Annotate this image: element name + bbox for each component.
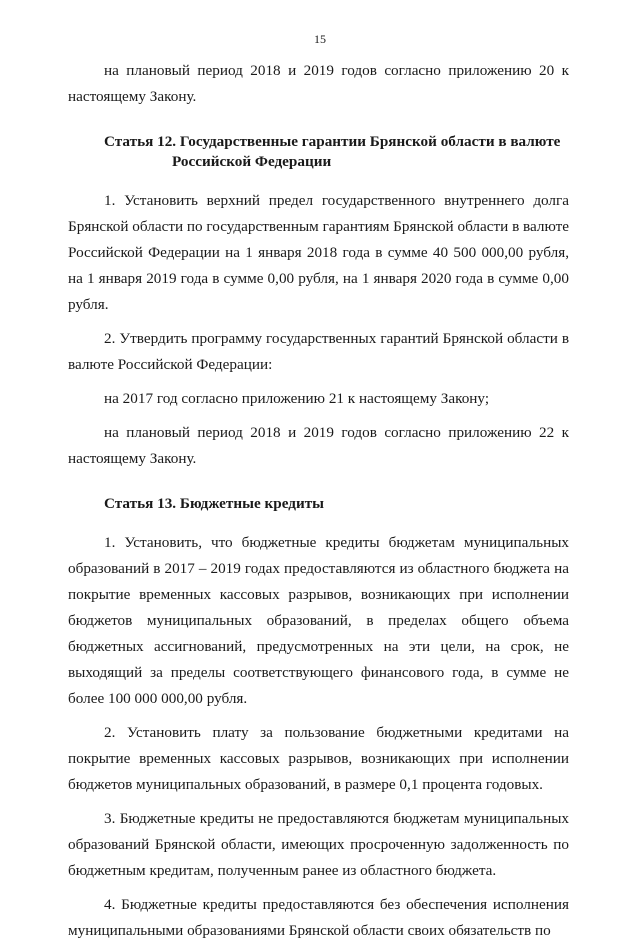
article-13-paragraph-1: 1. Установить, что бюджетные кредиты бюджетам муниципальных образований в 2017 – 2019 годах предоставляются из областного бюджета на покрытие временных кассовых разрывов, возникающих при исполнении бюджетов муниципальных образований, в пределах общего объема бюджетных ассигнований, предусмотренных на эти цели, на срок, не выходящий за пределы соответствующего финансового года, в сумме не более 100 000 000,00 рубля. [68,534,569,707]
article-12-heading [68,132,569,172]
article-13-paragraph-4: 4. Бюджетные кредиты предоставляются без обеспечения исполнения муниципальными образованиями Брянской области своих обязательств по [68,896,569,939]
intro-paragraph: на плановый период 2018 и 2019 годов согласно приложению 20 к настоящему Закону. [68,62,569,105]
article-12-paragraph-1: 1. Установить верхний предел государственного внутреннего долга Брянской области по государственным гарантиям Брянской области в валюте Российской Федерации на 1 января 2018 года в сумме 40 500 000,00 рубля, на 1 января 2019 года в сумме 0,00 рубля, на 1 января 2020 года в сумме 0,00 рубля. [68,192,569,313]
article-13-paragraph-2: 2. Установить плату за пользование бюджетными кредитами на покрытие временных кассовых разрывов, возникающих при исполнении бюджетов муниципальных образований, в размере 0,1 процента годовых. [68,724,569,793]
article-13-heading: Статья 13. Бюджетные кредиты [104,495,325,512]
page-number: 15 [314,32,326,46]
article-12-heading-line2: Российской Федерации [172,153,332,170]
article-12-heading-line1: Статья 12. Государственные гарантии Брянской области в валюте [104,133,561,150]
article-12-paragraph-3: на 2017 год согласно приложению 21 к настоящему Закону; [104,390,490,407]
article-12-paragraph-4: на плановый период 2018 и 2019 годов согласно приложению 22 к настоящему Закону. [68,424,569,467]
document-body [68,58,569,944]
article-12-paragraph-2: 2. Утвердить программу государственных гарантий Брянской области в валюте Российской Федерации: [68,330,569,373]
article-13-paragraph-3: 3. Бюджетные кредиты не предоставляются бюджетам муниципальных образований Брянской области, имеющих просроченную задолженность по бюджетным кредитам, полученным ранее из областного бюджета. [68,810,569,879]
